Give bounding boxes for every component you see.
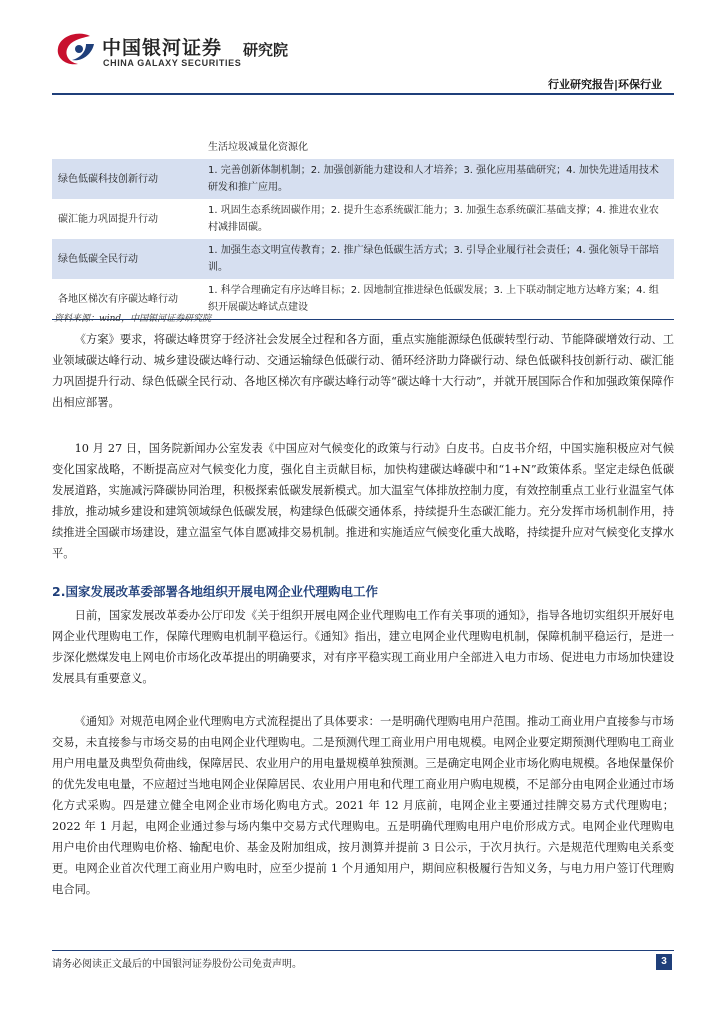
section-heading: 2.国家发展改革委部署各地组织开展电网企业代理购电工作 — [52, 584, 378, 599]
table-row — [52, 199, 674, 239]
table-cell: 碳汇能力巩固提升行动 — [58, 213, 158, 225]
company-name-en: CHINA GALAXY SECURITIES — [103, 58, 242, 68]
table-cell: 1. 完善创新体制机制；2. 加强创新能力建设和人才培养；3. 强化应用基础研究；4. 加快先进适用技术研发和推广应用。 — [208, 165, 659, 193]
table-cell: 生活垃圾减量化资源化 — [208, 142, 308, 153]
action-plan-table — [52, 136, 674, 320]
table-cell: 1. 加强生态文明宣传教育；2. 推广绿色低碳生活方式；3. 引导企业履行社会责任；4. 强化领导干部培训。 — [208, 245, 659, 273]
department-name: 研究院 — [243, 41, 289, 59]
report-type: 行业研究报告|环保行业 — [547, 78, 662, 91]
table-cell: 绿色低碳全民行动 — [58, 253, 138, 265]
body-paragraph: 《方案》要求，将碳达峰贯穿于经济社会发展全过程和各方面，重点实施能源绿色低碳转型行动、节能降碳增效行动、工业领域碳达峰行动、城乡建设碳达峰行动、交通运输绿色低碳行动、循环经济助力降碳行动、绿色低碳科技创新行动、碳汇能力巩固提升行动、绿色低碳全民行动、各地区梯次有序碳达峰行动等“碳达峰十大行动”，并就开展国际合作和加强政策保障作出相应部署。 — [52, 333, 674, 409]
footer-divider — [52, 950, 674, 951]
body-paragraph: 《通知》对规范电网企业代理购电方式流程提出了具体要求：一是明确代理购电用户范围。推动工商业用户直接参与市场交易，未直接参与市场交易的由电网企业代理购电。二是预测代理工商业用户用电规模。电网企业要定期预测代理购电工商业用户用电量及典型负荷曲线，保障居民、农业用户的用电量规模单独预测。三是确定电网企业市场化购电规模。各地保量保价的优先发电电量，不应超过当地电网企业保障居民、农业用户用电和代理工商业用户购电规模，不足部分由电网企业通过市场化方式采购。四是建立健全电网企业市场化购电方式。2021 年 12 月底前，电网企业主要通过挂牌交易方式代理购电；2022 年 1 月起，电网企业通过参与场内集中交易方式代理购电。五是明确代理购电用户电价形成方式。电网企业代理购电用户电价由代理购电价格、输配电价、基金及附加组成，按月测算并提前 3 日公示，于次月执行。六是规范代理购电关系变更。电网企业首次代理工商业用户购电时，应至少提前 1 个月通知用户，期间应积极履行告知义务，与电力用户签订代理购电合同。 — [52, 715, 674, 896]
company-name-cn: 中国银河证券 — [102, 37, 223, 59]
table-cell: 各地区梯次有序碳达峰行动 — [58, 293, 178, 305]
footer-disclaimer: 请务必阅读正文最后的中国银河证券股份公司免责声明。 — [52, 959, 302, 970]
table-source-note: 资料来源：wind，中国银河证券研究院 — [54, 314, 212, 324]
table-cell: 1. 巩固生态系统固碳作用；2. 提升生态系统碳汇能力；3. 加强生态系统碳汇基础支撑；4. 推进农业农村减排固碳。 — [208, 205, 659, 233]
body-paragraph: 10 月 27 日，国务院新闻办公室发表《中国应对气候变化的政策与行动》白皮书。白皮书介绍，中国实施积极应对气候变化国家战略，不断提高应对气候变化力度，强化自主贡献目标，加快构建碳达峰碳中和“1+N”政策体系。坚定走绿色低碳发展道路，实施减污降碳协同治理，积极探索低碳发展新模式。加大温室气体排放控制力度，有效控制重点工业行业温室气体排放，推动城乡建设和建筑领域绿色低碳发展，构建绿色低碳交通体系，持续提升生态碳汇能力。充分发挥市场机制作用，持续推进全国碳市场建设，建立温室气体自愿减排交易机制。推进和实施适应气候变化重大战略，持续提升应对气候变化支撑水平。 — [52, 442, 674, 560]
table-row — [52, 136, 674, 159]
page-header — [0, 0, 724, 100]
body-paragraph: 日前，国家发展改革委办公厅印发《关于组织开展电网企业代理购电工作有关事项的通知》，指导各地切实组织开展好电网企业代理购电工作，保障代理购电机制平稳运行。《通知》指出，建立电网企业代理购电机制，保障机制平稳运行，是进一步深化燃煤发电上网电价市场化改革提出的明确要求，对有序平稳实现工商业用户全部进入电力市场、促进电力市场加快建设发展具有重要意义。 — [52, 609, 674, 685]
table-cell: 绿色低碳科技创新行动 — [58, 173, 158, 185]
galaxy-logo-icon — [52, 30, 98, 68]
table-cell: 1. 科学合理确定有序达峰目标；2. 因地制宜推进绿色低碳发展；3. 上下联动制定地方达峰方案；4. 组织开展碳达峰试点建设 — [208, 285, 659, 313]
page-number: 3 — [656, 954, 672, 970]
table-row — [52, 239, 674, 279]
header-divider — [52, 93, 674, 95]
table-row — [52, 159, 674, 199]
